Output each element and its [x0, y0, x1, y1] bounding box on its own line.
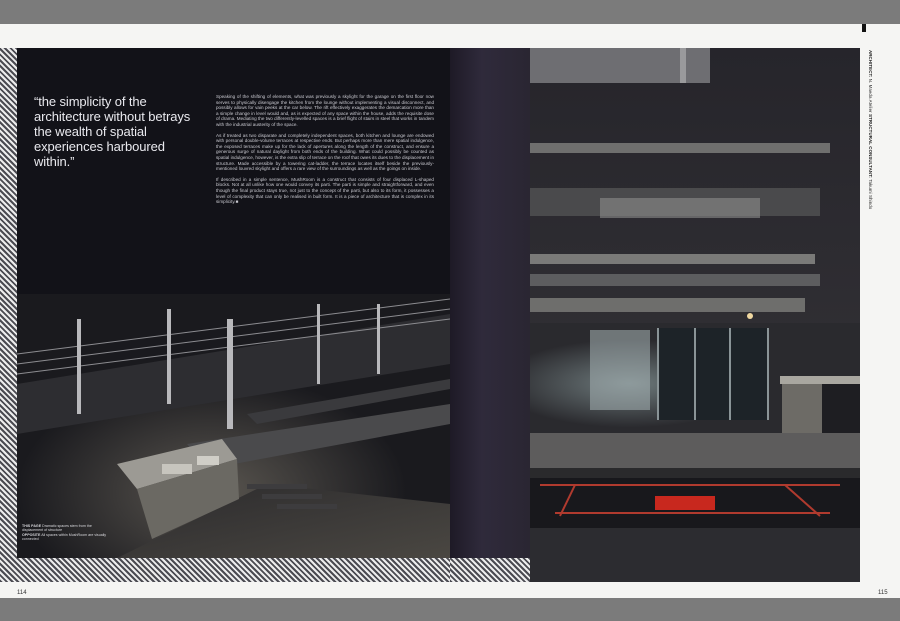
kitchen-illustration: [17, 294, 450, 558]
caption-label-this-page: THIS PAGE: [22, 524, 42, 528]
interior-photo: [530, 48, 860, 582]
page-marker: [862, 24, 866, 32]
credit-label-architect: ARCHITECT:: [868, 50, 873, 78]
gutter-panel: [450, 48, 530, 582]
page-number-left: 114: [17, 590, 27, 596]
article-body: [216, 94, 434, 210]
left-page: [0, 24, 450, 598]
red-floor-area: [655, 496, 715, 510]
credit-structural: Takumi Shindo: [868, 179, 873, 210]
caption-text-opposite: All spaces within MushRoom are visually connected: [22, 532, 107, 542]
magazine-spread: [0, 24, 900, 598]
credits-vertical: [863, 50, 875, 250]
paragraph-2: As if treated as two disparate and completely independent spaces, both kitchen and lounge are endowed with personal double-volume terraces at respective ends. But perhaps more than mere spatial indulgence, the exposed terraces make up for the lack of apertures along the length of the construct, and ensure a generous surge of natural daylight from both ends of the building. What could possibly be counted as spatial indulgence, however, is the extra slip of terrace on the roof that owes its dues to the displacement in structure. Made accessible by a towering cat-ladder, the terrace locates itself beside the previously-mentioned louvred skylight and offers a rare view of the surroundings as well as the goings on inside.: [216, 132, 434, 172]
photo-caption: [22, 524, 112, 542]
kitchen-photo: [17, 294, 450, 558]
left-hatch-border: [0, 48, 17, 582]
credit-architect: N. Maeda Atelier: [868, 78, 873, 113]
left-bottom-hatch: [17, 558, 450, 582]
caption-label-opposite: OPPOSITE: [22, 532, 41, 537]
paragraph-3: If described in a simple sentence, MushRoom is a construct that consists of four displaced L-shaped blocks. Not at all unlike how one would convey its parti. The parti is simple and straightforward, and even though the final product stays true, not just to the concept of the parti, but also to its form, it possesses a level of complexity that can only be realised in built form. It is a piece of architecture that is complex in its simplicity.■: [216, 176, 434, 205]
caption-text-this-page: Dramatic spaces stem from the displacement of structure: [22, 524, 92, 533]
paragraph-1: Speaking of the shifting of elements, what was previously a skylight for the garage on the first floor now serves to physically disengage the kitchen from the lounge without implementing a visual disconnect, and possibly allows for vain peeks at the car below. The rift effectively exaggerates the demarcation more than a simple change in level would and, as is expected of any space within the house, adds the requisite dose of drama. Mediating the two differently-levelled spaces is a brief flight of stairs in steel that works in tandem with the industrial austerity of the space.: [216, 94, 434, 127]
interior-illustration: [530, 48, 860, 582]
right-bottom-hatch: [450, 558, 530, 582]
right-page: [450, 24, 900, 598]
page-number-right: 115: [878, 590, 888, 596]
pull-quote: “the simplicity of the architecture without betrays the wealth of spatial experiences harboured within.”: [34, 94, 191, 169]
credit-label-structural: STRUCTURAL CONSULTANT:: [868, 114, 873, 178]
